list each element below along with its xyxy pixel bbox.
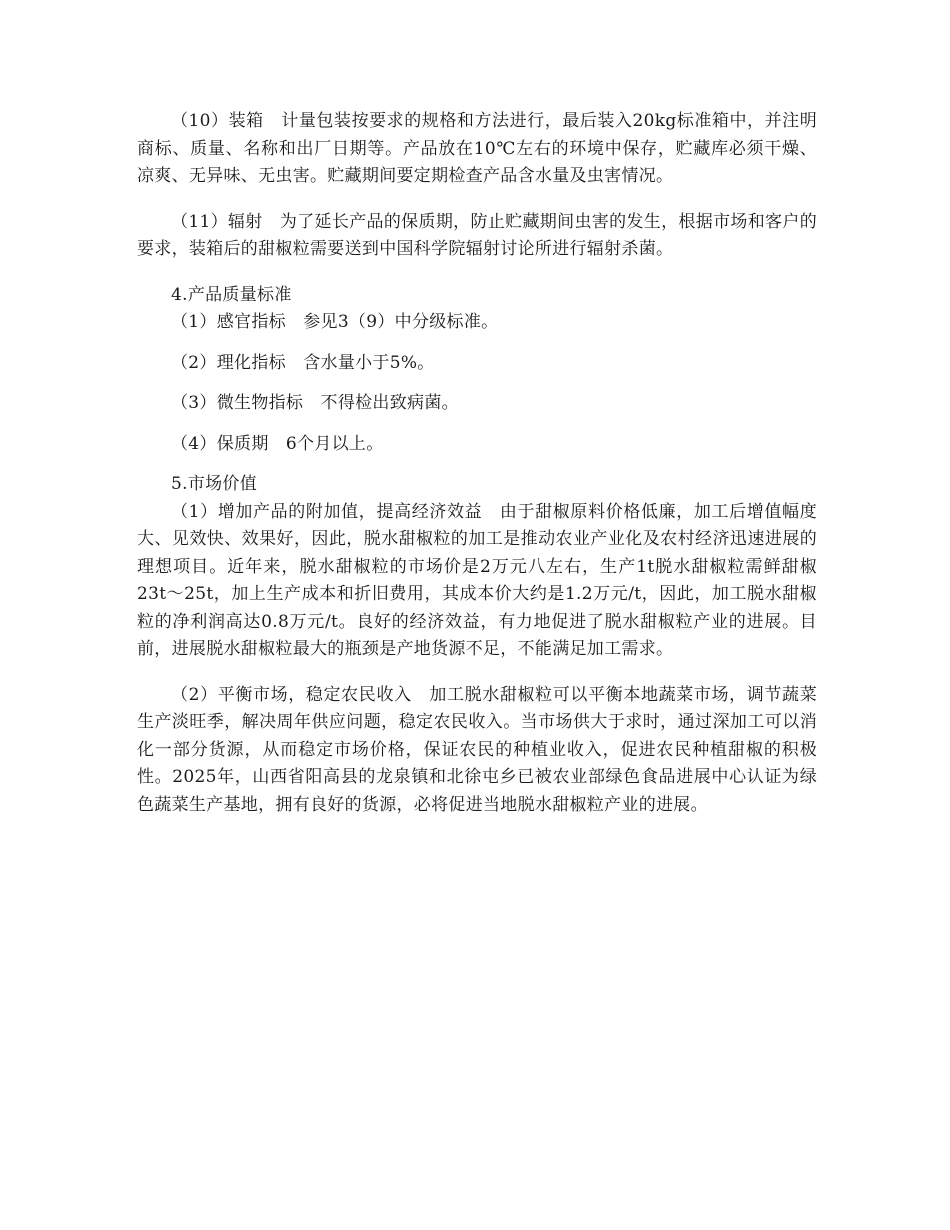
paragraph-sensory-index: （1）感官指标 参见3（9）中分级标准。: [171, 312, 499, 332]
paragraph-irradiation: （11）辐射 为了延长产品的保质期，防止贮藏期间虫害的发生，根据市场和客户的要求，装箱后的甜椒粒需要送到中国科学院辐射讨论所进行辐射杀菌。: [137, 211, 817, 259]
document-page: [137, 108, 817, 819]
section-heading-market-value: 5.市场价值: [171, 474, 258, 494]
paragraph-packing: （10）装箱 计量包装按要求的规格和方法进行，最后装入20kg标准箱中，并注明商标、质量、名称和出厂日期等。产品放在10℃左右的环境中保存，贮藏库必须干燥、凉爽、无异味、无虫害。贮藏期间要定期检查产品含水量及虫害情况。: [137, 111, 817, 186]
paragraph-market-balance: （2）平衡市场，稳定农民收入 加工脱水甜椒粒可以平衡本地蔬菜市场，调节蔬菜生产淡旺季，解决周年供应问题，稳定农民收入。当市场供大于求时，通过深加工可以消化一部分货源，从而稳定市场价格，保证农民的种植业收入，促进农民种植甜椒的积极性。2025年，山西省阳高县的龙泉镇和北徐屯乡已被农业部绿色食品进展中心认证为绿色蔬菜生产基地，拥有良好的货源，必将促进当地脱水甜椒粒产业的进展。: [137, 684, 817, 815]
paragraph-microbial-index: （3）微生物指标 不得检出致病菌。: [171, 393, 459, 413]
paragraph-shelf-life: （4）保质期 6个月以上。: [171, 433, 384, 454]
section-heading-quality-standard: 4.产品质量标准: [171, 284, 292, 305]
paragraph-added-value: （1）增加产品的附加值，提高经济效益 由于甜椒原料价格低廉，加工后增值幅度大、见效快、效果好，因此，脱水甜椒粒的加工是推动农业产业化及农村经济迅速进展的理想项目。近年来，脱水甜椒粒的市场价是2万元八左右，生产1t脱水甜椒粒需鲜甜椒23t～25t，加上生产成本和折旧费用，其成本价大约是1.2万元/t，因此，加工脱水甜椒粒的净利润高达0.8万元/t。良好的经济效益，有力地促进了脱水甜椒粒产业的进展。目前，进展脱水甜椒粒最大的瓶颈是产地货源不足，不能满足加工需求。: [137, 501, 817, 659]
paragraph-physicochemical-index: （2）理化指标 含水量小于5%。: [171, 352, 435, 373]
